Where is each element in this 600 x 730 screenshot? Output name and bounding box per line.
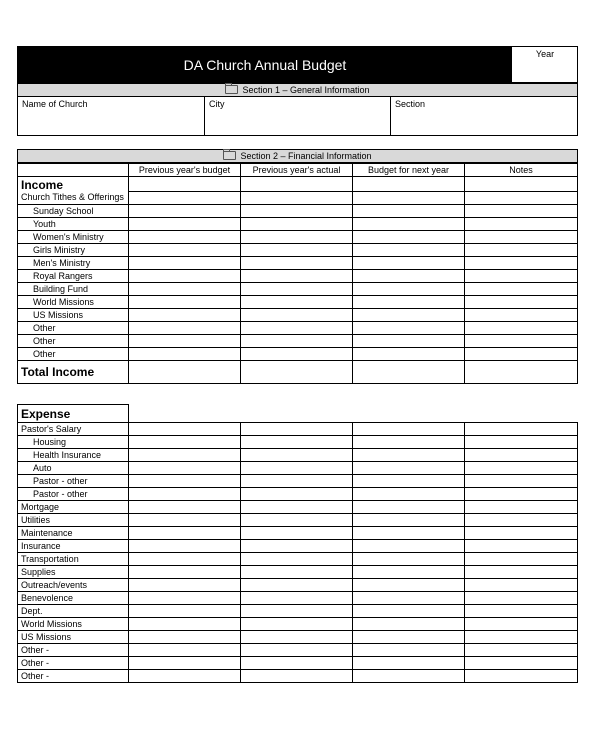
column-header: Budget for next year <box>353 164 465 177</box>
amount-cell[interactable] <box>129 309 241 322</box>
expense-row <box>18 644 578 657</box>
row-label: Building Fund <box>18 283 129 296</box>
income-row <box>18 322 578 335</box>
form-title: DA Church Annual Budget <box>183 57 347 73</box>
amount-cell[interactable] <box>353 631 465 644</box>
amount-cell[interactable] <box>241 488 353 501</box>
amount-cell[interactable] <box>465 192 578 205</box>
income-row <box>18 244 578 257</box>
row-label: Other <box>18 348 129 361</box>
column-header: Previous year's actual <box>241 164 353 177</box>
expense-row <box>18 540 578 553</box>
title-block <box>18 47 512 82</box>
expense-row <box>18 579 578 592</box>
amount-cell[interactable] <box>241 205 353 218</box>
church-name-label: Name of Church <box>22 99 88 109</box>
blank-header-cell <box>18 164 129 177</box>
section-label: Section <box>395 99 426 109</box>
expense-row <box>18 670 578 683</box>
amount-cell[interactable] <box>353 514 465 527</box>
amount-cell[interactable] <box>465 270 578 283</box>
amount-cell[interactable] <box>129 296 241 309</box>
amount-cell[interactable] <box>241 348 353 361</box>
row-label: Transportation <box>18 553 129 566</box>
expense-row <box>18 501 578 514</box>
amount-cell[interactable] <box>241 296 353 309</box>
amount-cell[interactable] <box>129 475 241 488</box>
amount-cell[interactable] <box>353 488 465 501</box>
amount-cell[interactable] <box>353 436 465 449</box>
row-label: Benevolence <box>18 592 129 605</box>
amount-cell[interactable] <box>465 322 578 335</box>
amount-cell[interactable] <box>129 335 241 348</box>
amount-cell[interactable] <box>241 177 353 192</box>
row-label: Insurance <box>18 540 129 553</box>
amount-cell[interactable] <box>353 618 465 631</box>
city-field[interactable] <box>205 97 391 135</box>
amount-cell[interactable] <box>241 309 353 322</box>
amount-cell[interactable] <box>353 361 465 384</box>
row-label: US Missions <box>18 309 129 322</box>
amount-cell[interactable] <box>465 423 578 436</box>
income-row <box>18 296 578 309</box>
amount-cell[interactable] <box>353 475 465 488</box>
amount-cell[interactable] <box>129 488 241 501</box>
column-header: Previous year's budget <box>129 164 241 177</box>
amount-cell[interactable] <box>129 436 241 449</box>
general-info-row <box>17 97 578 136</box>
amount-cell[interactable] <box>241 244 353 257</box>
amount-cell[interactable] <box>241 527 353 540</box>
amount-cell[interactable] <box>465 449 578 462</box>
amount-cell[interactable] <box>241 462 353 475</box>
income-row <box>18 309 578 322</box>
amount-cell[interactable] <box>129 192 241 205</box>
row-label: Pastor - other <box>18 488 129 501</box>
amount-cell[interactable] <box>353 423 465 436</box>
row-label: Supplies <box>18 566 129 579</box>
amount-cell[interactable] <box>353 322 465 335</box>
amount-cell[interactable] <box>465 488 578 501</box>
amount-cell[interactable] <box>129 657 241 670</box>
row-label: Maintenance <box>18 527 129 540</box>
spacer-cell <box>353 405 465 423</box>
amount-cell[interactable] <box>241 218 353 231</box>
amount-cell[interactable] <box>129 644 241 657</box>
amount-cell[interactable] <box>353 335 465 348</box>
expense-row <box>18 514 578 527</box>
expense-row <box>18 592 578 605</box>
amount-cell[interactable] <box>241 361 353 384</box>
amount-cell[interactable] <box>241 436 353 449</box>
row-label: Other - <box>18 644 129 657</box>
amount-cell[interactable] <box>129 540 241 553</box>
amount-cell[interactable] <box>353 192 465 205</box>
amount-cell[interactable] <box>353 309 465 322</box>
amount-cell[interactable] <box>465 462 578 475</box>
column-header: Notes <box>465 164 578 177</box>
amount-cell[interactable] <box>353 566 465 579</box>
row-label: Sunday School <box>18 205 129 218</box>
amount-cell[interactable] <box>129 322 241 335</box>
amount-cell[interactable] <box>241 423 353 436</box>
row-label: Outreach/events <box>18 579 129 592</box>
expense-row <box>18 657 578 670</box>
amount-cell[interactable] <box>465 436 578 449</box>
amount-cell[interactable] <box>465 283 578 296</box>
row-label: Housing <box>18 436 129 449</box>
row-label: Utilities <box>18 514 129 527</box>
amount-cell[interactable] <box>465 231 578 244</box>
row-label: Other - <box>18 657 129 670</box>
row-label: Auto <box>18 462 129 475</box>
amount-cell[interactable] <box>241 514 353 527</box>
expense-row <box>18 436 578 449</box>
amount-cell[interactable] <box>129 205 241 218</box>
section2-bar <box>17 149 578 163</box>
amount-cell[interactable] <box>353 283 465 296</box>
amount-cell[interactable] <box>353 244 465 257</box>
amount-cell[interactable] <box>353 644 465 657</box>
amount-cell[interactable] <box>353 205 465 218</box>
amount-cell[interactable] <box>353 231 465 244</box>
expense-row <box>18 618 578 631</box>
amount-cell[interactable] <box>465 605 578 618</box>
row-label: World Missions <box>18 618 129 631</box>
folder-icon <box>223 151 236 160</box>
amount-cell[interactable] <box>129 283 241 296</box>
amount-cell[interactable] <box>129 618 241 631</box>
amount-cell[interactable] <box>241 283 353 296</box>
total-income-label: Total Income <box>18 361 129 384</box>
expense-table <box>17 404 578 683</box>
amount-cell[interactable] <box>241 618 353 631</box>
row-label: Women's Ministry <box>18 231 129 244</box>
amount-cell[interactable] <box>129 501 241 514</box>
year-field-label: Year <box>535 49 555 59</box>
amount-cell[interactable] <box>353 553 465 566</box>
form-header <box>17 46 578 83</box>
amount-cell[interactable] <box>465 361 578 384</box>
amount-cell[interactable] <box>129 361 241 384</box>
section1-bar <box>17 83 578 97</box>
amount-cell[interactable] <box>241 657 353 670</box>
amount-cell[interactable] <box>129 348 241 361</box>
income-row <box>18 283 578 296</box>
amount-cell[interactable] <box>129 527 241 540</box>
amount-cell[interactable] <box>353 270 465 283</box>
income-row <box>18 205 578 218</box>
amount-cell[interactable] <box>353 501 465 514</box>
amount-cell[interactable] <box>353 218 465 231</box>
expense-row <box>18 423 578 436</box>
amount-cell[interactable] <box>353 605 465 618</box>
amount-cell[interactable] <box>241 257 353 270</box>
expense-row <box>18 527 578 540</box>
expense-heading: Expense <box>18 405 129 423</box>
amount-cell[interactable] <box>353 657 465 670</box>
amount-cell[interactable] <box>241 270 353 283</box>
amount-cell[interactable] <box>353 177 465 192</box>
amount-cell[interactable] <box>465 475 578 488</box>
amount-cell[interactable] <box>241 566 353 579</box>
amount-cell[interactable] <box>353 579 465 592</box>
city-label: City <box>209 99 225 109</box>
amount-cell[interactable] <box>465 501 578 514</box>
amount-cell[interactable] <box>241 475 353 488</box>
expense-row <box>18 475 578 488</box>
amount-cell[interactable] <box>129 514 241 527</box>
amount-cell[interactable] <box>465 335 578 348</box>
amount-cell[interactable] <box>241 192 353 205</box>
row-label: World Missions <box>18 296 129 309</box>
section2-label: Section 2 – Financial Information <box>240 151 372 161</box>
amount-cell[interactable] <box>353 449 465 462</box>
amount-cell[interactable] <box>241 553 353 566</box>
expense-row <box>18 605 578 618</box>
row-label: Other <box>18 335 129 348</box>
amount-cell[interactable] <box>465 296 578 309</box>
expense-row <box>18 449 578 462</box>
amount-cell[interactable] <box>129 566 241 579</box>
amount-cell[interactable] <box>129 670 241 683</box>
income-row <box>18 270 578 283</box>
amount-cell[interactable] <box>465 670 578 683</box>
row-label: Other - <box>18 670 129 683</box>
spacer-cell <box>129 405 241 423</box>
amount-cell[interactable] <box>241 540 353 553</box>
amount-cell[interactable] <box>353 348 465 361</box>
amount-cell[interactable] <box>465 177 578 192</box>
church-name-field[interactable] <box>18 97 205 135</box>
total-income-row <box>18 361 578 384</box>
amount-cell[interactable] <box>465 631 578 644</box>
spacer-cell <box>241 405 353 423</box>
amount-cell[interactable] <box>465 566 578 579</box>
expense-row <box>18 553 578 566</box>
amount-cell[interactable] <box>129 218 241 231</box>
amount-cell[interactable] <box>241 592 353 605</box>
section1-label: Section 1 – General Information <box>242 85 370 95</box>
amount-cell[interactable] <box>465 218 578 231</box>
amount-cell[interactable] <box>129 631 241 644</box>
amount-cell[interactable] <box>465 592 578 605</box>
income-row <box>18 231 578 244</box>
row-label: Pastor - other <box>18 475 129 488</box>
amount-cell[interactable] <box>129 462 241 475</box>
amount-cell[interactable] <box>353 257 465 270</box>
amount-cell[interactable] <box>241 605 353 618</box>
amount-cell[interactable] <box>353 527 465 540</box>
row-label: Dept. <box>18 605 129 618</box>
amount-cell[interactable] <box>241 631 353 644</box>
amount-cell[interactable] <box>465 540 578 553</box>
folder-icon <box>225 85 238 94</box>
income-row <box>18 218 578 231</box>
amount-cell[interactable] <box>465 309 578 322</box>
amount-cell[interactable] <box>465 553 578 566</box>
amount-cell[interactable] <box>129 231 241 244</box>
row-label: Pastor's Salary <box>18 423 129 436</box>
amount-cell[interactable] <box>241 670 353 683</box>
row-label: US Missions <box>18 631 129 644</box>
income-table <box>17 163 578 384</box>
row-label: Girls Ministry <box>18 244 129 257</box>
row-label: Other <box>18 322 129 335</box>
amount-cell[interactable] <box>241 335 353 348</box>
amount-cell[interactable] <box>129 423 241 436</box>
amount-cell[interactable] <box>465 257 578 270</box>
amount-cell[interactable] <box>353 296 465 309</box>
section-field[interactable] <box>391 97 577 135</box>
amount-cell[interactable] <box>465 618 578 631</box>
amount-cell[interactable] <box>353 540 465 553</box>
amount-cell[interactable] <box>465 244 578 257</box>
amount-cell[interactable] <box>129 244 241 257</box>
amount-cell[interactable] <box>353 462 465 475</box>
amount-cell[interactable] <box>465 644 578 657</box>
amount-cell[interactable] <box>353 592 465 605</box>
row-label: Men's Ministry <box>18 257 129 270</box>
expense-heading-row <box>18 405 578 423</box>
expense-row <box>18 631 578 644</box>
amount-cell[interactable] <box>129 449 241 462</box>
row-label: Health Insurance <box>18 449 129 462</box>
amount-cell[interactable] <box>129 177 241 192</box>
amount-cell[interactable] <box>241 644 353 657</box>
amount-cell[interactable] <box>465 657 578 670</box>
amount-cell[interactable] <box>241 449 353 462</box>
amount-cell[interactable] <box>465 527 578 540</box>
income-heading: Income <box>18 177 129 192</box>
income-row <box>18 348 578 361</box>
amount-cell[interactable] <box>129 270 241 283</box>
income-row <box>18 192 578 205</box>
spacer-cell <box>465 405 578 423</box>
expense-row <box>18 462 578 475</box>
amount-cell[interactable] <box>353 670 465 683</box>
income-row <box>18 257 578 270</box>
amount-cell[interactable] <box>241 322 353 335</box>
income-heading-row <box>18 177 578 192</box>
amount-cell[interactable] <box>465 348 578 361</box>
expense-row <box>18 566 578 579</box>
row-label: Youth <box>18 218 129 231</box>
expense-row <box>18 488 578 501</box>
amount-cell[interactable] <box>241 231 353 244</box>
income-row <box>18 335 578 348</box>
amount-cell[interactable] <box>241 579 353 592</box>
amount-cell[interactable] <box>129 592 241 605</box>
column-header-row <box>18 164 578 177</box>
amount-cell[interactable] <box>465 514 578 527</box>
amount-cell[interactable] <box>129 257 241 270</box>
amount-cell[interactable] <box>465 579 578 592</box>
amount-cell[interactable] <box>129 605 241 618</box>
row-label: Mortgage <box>18 501 129 514</box>
amount-cell[interactable] <box>241 501 353 514</box>
amount-cell[interactable] <box>129 553 241 566</box>
row-label: Royal Rangers <box>18 270 129 283</box>
amount-cell[interactable] <box>465 205 578 218</box>
amount-cell[interactable] <box>129 579 241 592</box>
row-label: Church Tithes & Offerings <box>18 192 129 205</box>
